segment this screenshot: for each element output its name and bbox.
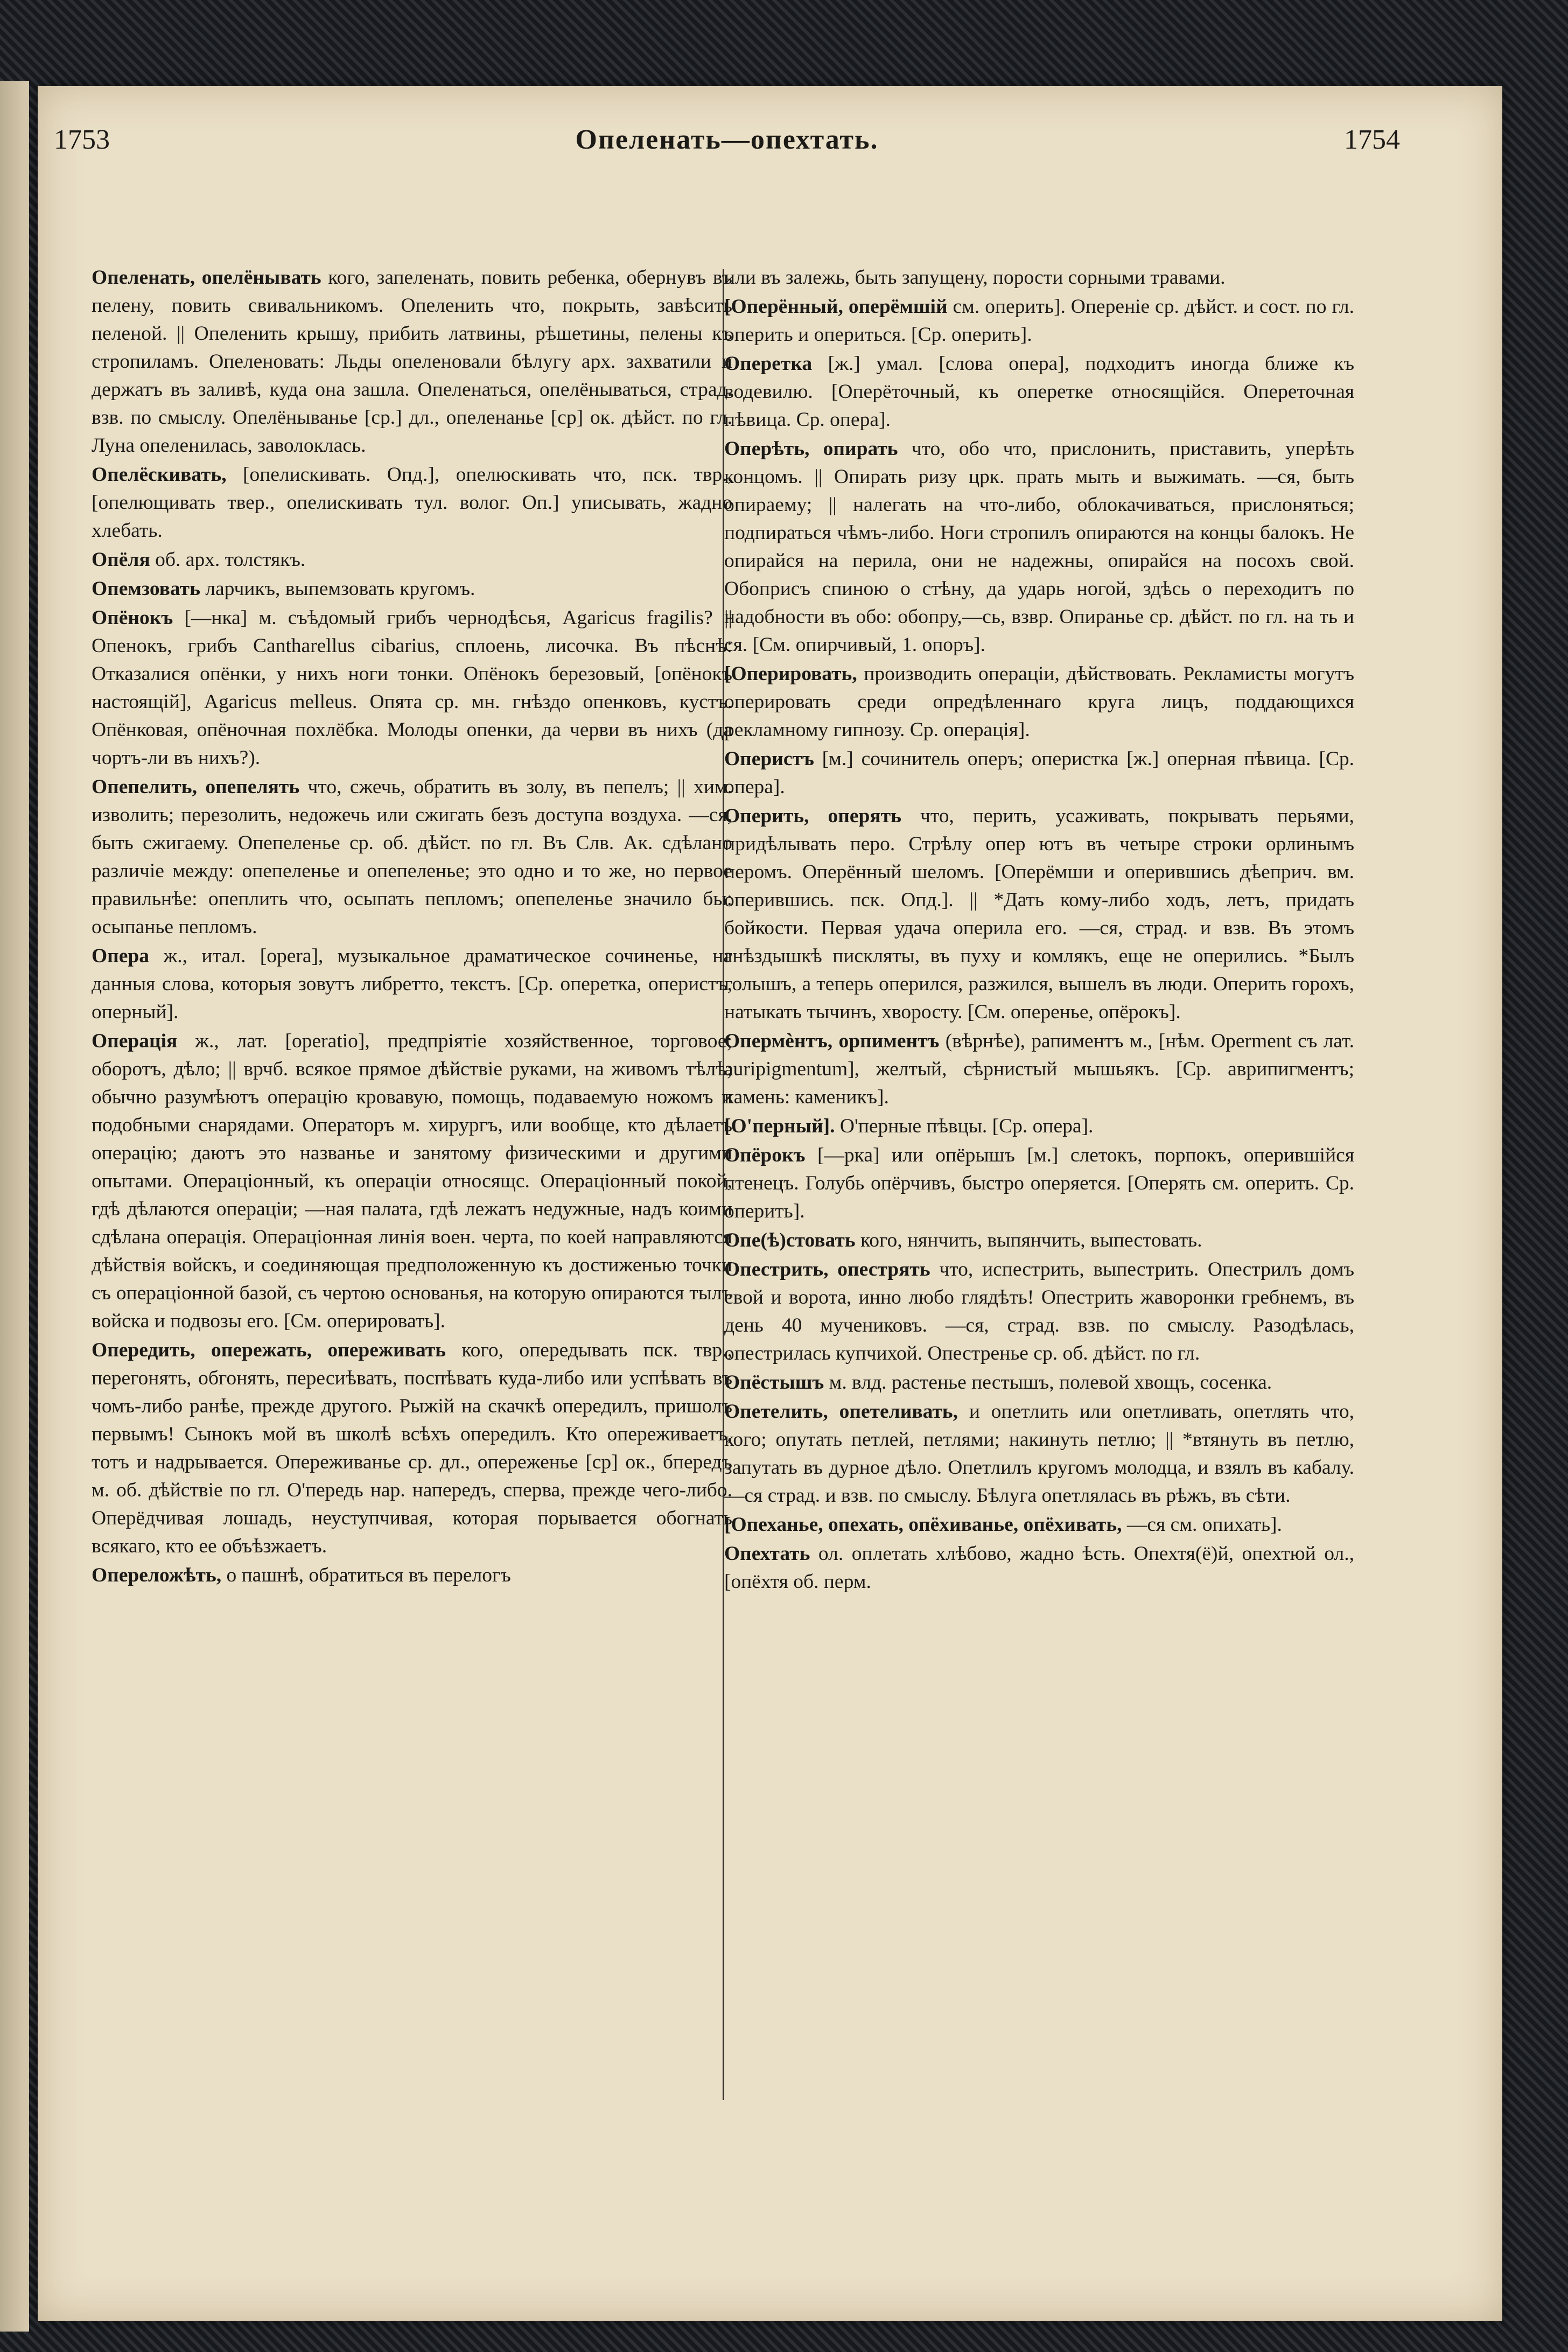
entry-headword: Опёстышъ — [724, 1371, 824, 1394]
entry-text: [м.] сочинитель оперъ; оперистка [ж.] оперная пѣвица. [Ср. опера]. — [724, 748, 1354, 798]
entry-text: и опетлить или опетливать, опетлять что, кого; опутать петлей, петлями; накинуть петлю; || *втянуть въ петлю, запутать въ дурное дѣло. Опетлилъ кругомъ молодца, и взялъ въ кабалу. —ся страд. и взв. по смыслу. Бѣлуга опетлялась въ рѣжъ, въ сѣти. — [724, 1401, 1354, 1507]
entry-text: кого, опередывать пск. твр., перегонять, обгонять, пересиѣвать, поспѣвать куда-либо или успѣвать въ чомъ-либо ранѣе, прежде другого. Рыжій на скачкѣ опередилъ, пришолъ первымъ! Сынокъ мой въ школѣ всѣхъ опередилъ. Кто опереживаетъ, тотъ и надрывается. Опереживанье ср. дл., опереженье [ср] ок., бпередъ м. об. дѣйствіе по гл. О'передь нар. напередъ, сперва, прежде чего-либо. Оперёдчивая лошадь, неуступчивая, которая порывается обогнать всякаго, кто ее объѣзжаетъ. — [92, 1339, 732, 1557]
entry-headword: Опестрить, опестрять — [724, 1258, 930, 1280]
entry-text: см. оперить]. Опереніе ср. дѣйст. и сост. по гл. оперить и опериться. [Ср. оперить]. — [724, 296, 1354, 346]
entry-text: кого, запеленать, повить ребенка, обернувъ въ пелену, повить свивальникомъ. Опеленить что, покрыть, завѣсить пеленой. || Опеленить крышу, прибить латвины, рѣшетины, пелены къ стропиламъ. Опеленовать: Льды опеленовали бѣлугу арх. захватили и держатъ въ заливѣ, куда она зашла. Опеленаться, опелёнываться, страд. взв. по смыслу. Опелёныванье [ср.] дл., опеленанье [ср] ок. дѣйст. по гл. Луна опеленилась, заволоклась. — [92, 267, 732, 457]
dictionary-entry — [92, 773, 732, 941]
entry-headword: Опёрокъ — [724, 1144, 806, 1166]
dictionary-entry — [92, 575, 732, 603]
dictionary-entry — [724, 293, 1354, 349]
right-column — [724, 264, 1354, 2148]
entry-headword: Опеленать, опелёнывать — [92, 267, 321, 289]
dictionary-entry — [724, 1511, 1354, 1539]
dictionary-entry — [724, 350, 1354, 434]
entry-headword: Опемзовать — [92, 578, 200, 600]
entry-text: что, обо что, прислонить, приставить, уперѣть концомъ. || Опирать ризу црк. прать мыть и выжимать. —ся, быть опираему; || налегать на что-либо, облокачиваться, прислоняться; подпираться чѣмъ-либо. Ноги стропилъ опираются на концы балокъ. Не опирайся на перила, они не надежны, опирайся на посохъ свой. Обоприсъ спиною о стѣну, да ударь ногой, здѣсь о переходитъ по надобности въ обо: обопру,—сь, взвр. Опиранье ср. дѣйст. по гл. на ть и ся. [См. опирчивый, 1. опоръ]. — [724, 438, 1354, 656]
page-title: Опеленать—опехтать. — [575, 124, 879, 155]
entry-text: что, перить, усаживать, покрывать перьями, придѣлывать перо. Стрѣлу опер ютъ въ четыре строки орлинымъ перомъ. Оперённый шеломъ. [Оперёмши и оперившись дѣеприч. вм. оперившись. пск. Опд.]. || *Дать кому-либо ходъ, летъ, придать бойкости. Первая удача оперила его. —ся, страд. и взв. Въ этомъ гнѣздышкѣ пискляты, въ пуху и комлякъ, еще не оперились. *Былъ голышъ, а теперь оперился, разжился, вышелъ въ люди. Оперить горохъ, натыкать тычинъ, хворосту. [См. опереньe, опёрокъ]. — [724, 805, 1354, 1023]
dictionary-entry — [724, 1540, 1354, 1596]
entry-text: кого, нянчить, выпянчить, выпестовать. — [855, 1229, 1202, 1251]
entry-headword: [Оперировать, — [724, 663, 857, 685]
entry-headword: Опереложѣть, — [92, 1564, 222, 1586]
entry-headword: Опёнокъ — [92, 607, 173, 629]
dictionary-entry — [92, 942, 732, 1026]
entry-text: (вѣрнѣе), рапиментъ м., [нѣм. Operment съ лат. auripigmentum], желтый, сѣрнистый мышьякъ. [Ср. аврипигментъ; камень: каменикъ]. — [724, 1030, 1354, 1108]
dictionary-entry — [724, 802, 1354, 1026]
entry-text: что, испестрить, выпестрить. Опестрилъ домъ свой и ворота, инно любо глядѣть! Опестрить жаворонки гребнемъ, въ день 40 мучениковъ. —ся, страд. взв. по смыслу. Разодѣлась, опестрилась купчихой. Опестренье ср. об. дѣйст. по гл. — [724, 1258, 1354, 1364]
entry-text: —ся см. опихать]. — [1122, 1514, 1282, 1536]
entry-text: об. арх. толстякъ. — [150, 549, 306, 571]
entry-text: что, сжечь, обратить въ золу, въ пепелъ; || хим. изволить; перезолить, недожечь или сжигать безъ доступа воздуха. —ся, быть сжигаему. Опепеленье ср. об. дѣйст. по гл. Въ Слв. Ак. сдѣлано различіе между: опепеленье и опепеленье; это одно и то же, но первое правильнѣе: опеплить что, осыпать пепломъ; опепеленье значило бы: осыпанье пепломъ. — [92, 776, 732, 938]
dictionary-entry — [92, 546, 732, 574]
entry-headword: [О'перный]. — [724, 1115, 835, 1137]
entry-headword: Опера — [92, 945, 150, 967]
dictionary-entry — [724, 745, 1354, 801]
entry-text: производить операціи, дѣйствовать. Рекламисты могутъ оперировать среди опредѣленнаго круга лицъ, поддающихся рекламному гипнозу. Ср. операція]. — [724, 663, 1354, 741]
entry-text: ж., итал. [opera], музыкальное драматическое сочиненье, на данныя слова, которыя зовутъ либретто, текстъ. [Ср. оперетка, оперистъ, оперный]. — [92, 945, 732, 1023]
entry-text: [—нка] м. съѣдомый грибъ чернодѣсья, Agaricus fragilis? || Опенокъ, грибъ Cantharellus cibarius, сплоень, лисочка. Въ пѣснѣ: Отказалися опёнки, у нихъ ноги тонки. Опёнокъ березовый, [опёнокъ настоящій], Agaricus melleus. Опята ср. мн. гнѣздо опенковъ, кустъ. Опёнковая, опёночная похлёбка. Молоды опенки, да черви въ нихъ (да чортъ-ли въ нихъ?). — [92, 607, 732, 769]
dictionary-entry — [92, 1027, 732, 1335]
entry-text: [—рка] или опёрышъ [м.] слетокъ, порпокъ, оперившійся птенецъ. Голубь опёрчивъ, быстро оперяется. [Оперять см. оперить. Ср. оперить]. — [724, 1144, 1354, 1222]
adjacent-page-edge — [0, 81, 29, 2332]
entry-text: или въ залежь, быть запущену, порости сорными травами. — [724, 267, 1226, 289]
entry-text: [опелискивать. Опд.], опелюскивать что, пск. твр., [опелющивать твер., опелискивать тул. волог. Оп.] уписывать, жадно хлебать. — [92, 464, 732, 542]
dictionary-entry — [724, 1256, 1354, 1368]
dictionary-entry — [724, 1027, 1354, 1111]
entry-headword: Опе(ѣ)стовать — [724, 1229, 856, 1251]
entry-text: о пашнѣ, обратиться въ перелогъ — [221, 1564, 511, 1586]
dictionary-entry — [724, 435, 1354, 659]
entry-headword: Опёля — [92, 549, 150, 571]
entry-headword: Опетелить, опетеливать, — [724, 1401, 958, 1423]
dictionary-entry — [92, 461, 732, 545]
left-column — [92, 264, 732, 2148]
entry-headword: [Опеханье, опехать, опёхиванье, опёхивать, — [724, 1514, 1122, 1536]
entry-headword: Опепелить, опепелять — [92, 776, 300, 798]
dictionary-entry — [724, 264, 1354, 292]
entry-headword: Опермѐнтъ, орпиментъ — [724, 1030, 940, 1052]
entry-text: ол. оплетать хлѣбово, жадно ѣсть. Опехтя(ё)й, опехтюй ол., [опёхтя об. перм. — [724, 1543, 1354, 1593]
entry-headword: Опелёскивать, — [92, 464, 227, 486]
dictionary-entry — [724, 660, 1354, 744]
entry-text: О'перные пѣвцы. [Ср. опера]. — [835, 1115, 1094, 1137]
page-header — [54, 124, 1400, 167]
entry-text: м. влд. растенье пестышъ, полевой хвощъ, сосенка. — [824, 1371, 1272, 1394]
entry-text: ларчикъ, выпемзовать кругомъ. — [200, 578, 475, 600]
entry-headword: Оперѣть, опирать — [724, 438, 898, 460]
dictionary-entry — [724, 1112, 1354, 1140]
dictionary-entry — [92, 604, 732, 772]
dictionary-entry — [92, 1336, 732, 1560]
dictionary-entry — [724, 1227, 1354, 1255]
dictionary-entry — [724, 1398, 1354, 1510]
entry-text: ж., лат. [operatio], предпріятіе хозяйственное, торговое; оборотъ, дѣло; || врчб. всякое прямое дѣйствіе руками, на живомъ тѣлѣ; обычно разумѣютъ операцію кровавую, помощь, подаваемую ножомъ и подобными снарядами. Операторъ м. хирургъ, или вообще, кто дѣлаетъ операцію; даютъ это названье и занятому физическими и другими опытами. Операціонный, къ операціи относящс. Операціонный покой, гдѣ дѣлаются операціи; —ная палата, гдѣ лежатъ недужные, надъ коими сдѣлана операція. Операціонная линія воен. черта, по коей направляются дѣйствія войскъ, и соединяющая предположенную къ достиженью точки съ операціонной базой, съ чертою основанья, на которую опираются тылъ войска и подвозы его. [См. оперировать]. — [92, 1030, 732, 1332]
dictionary-entry — [724, 1142, 1354, 1226]
dictionary-entry — [92, 1562, 732, 1590]
entry-headword: Операція — [92, 1030, 178, 1052]
page-number-left: 1753 — [54, 124, 110, 155]
entry-headword: Оперистъ — [724, 748, 814, 770]
entry-headword: Опередить, опережать, опереживать — [92, 1339, 446, 1361]
page-number-right: 1754 — [1344, 124, 1400, 155]
entry-headword: Опехтать — [724, 1543, 810, 1565]
entry-headword: Оперить, оперять — [724, 805, 901, 827]
entry-text: [ж.] умал. [слова опера], подходитъ иногда ближе къ водевилю. [Оперёточный, къ оперетке относящійся. Опереточная пѣвица. Ср. опера]. — [724, 353, 1354, 431]
entry-headword: [Оперённый, оперёмшій — [724, 296, 948, 318]
dictionary-entry — [92, 264, 732, 460]
dictionary-entry — [724, 1369, 1354, 1397]
entry-headword: Оперетка — [724, 353, 813, 375]
